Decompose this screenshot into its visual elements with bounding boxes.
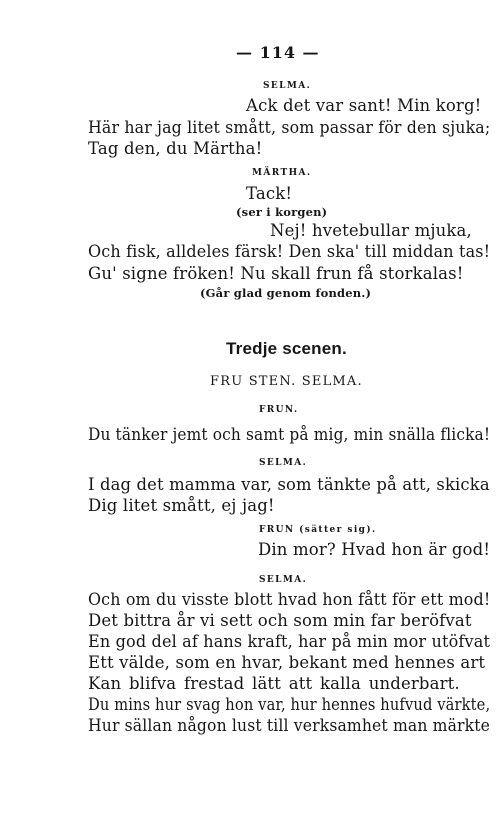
verse-line: Hur sällan någon lust till verksamhet man märkte — [88, 716, 491, 735]
verse-line: Och fisk, alldeles färsk! Den ska' till middan tas! — [88, 242, 491, 261]
verse-line: Och om du visste blott hvad hon fått för ett mod! — [88, 590, 491, 609]
verse-line: Du tänker jemt och samt på mig, min snälla flicka! — [88, 425, 491, 444]
stage-direction: (Går glad genom fonden.) — [200, 286, 372, 300]
verse-line: I dag det mamma var, som tänkte på att, skicka — [88, 475, 490, 494]
scene-title: Tredje scenen. — [226, 339, 347, 358]
speaker-frun: FRUN. — [259, 405, 299, 415]
verse-line: Dig litet smått, ej jag! — [88, 496, 275, 515]
speaker-martha: MÄRTHA. — [252, 168, 312, 178]
speaker-selma: SELMA. — [259, 458, 308, 468]
verse-line: Ack det var sant! Min korg! — [246, 96, 482, 115]
speaker-frun-direction: FRUN (sätter sig). — [259, 525, 377, 535]
speaker-selma: SELMA. — [263, 81, 312, 91]
verse-line: Ett välde, som en hvar, bekant med hennes art — [88, 653, 486, 672]
page-number: — 114 — — [236, 43, 320, 62]
speaker-selma: SELMA. — [259, 575, 308, 585]
verse-line: Nej! hvetebullar mjuka, — [270, 221, 472, 240]
verse-line: Här har jag litet smått, som passar för den sjuka; — [88, 118, 491, 137]
verse-line: En god del af hans kraft, har på min mor utöfvat — [88, 632, 491, 651]
verse-line: Du mins hur svag hon var, hur hennes hufvud värkte, — [88, 695, 491, 714]
verse-line: Tag den, du Märtha! — [88, 139, 263, 158]
verse-line: Tack! — [246, 184, 293, 203]
verse-line: Kan blifva frestad lätt att kalla underbart. — [88, 674, 460, 693]
verse-line: Gu' signe fröken! Nu skall frun få storkalas! — [88, 264, 464, 283]
verse-line: Det bittra år vi sett och som min far beröfvat — [88, 611, 472, 630]
verse-line: Din mor? Hvad hon är god! — [258, 540, 491, 559]
cast-list: FRU STEN. SELMA. — [210, 374, 363, 389]
stage-direction: (ser i korgen) — [236, 205, 328, 219]
